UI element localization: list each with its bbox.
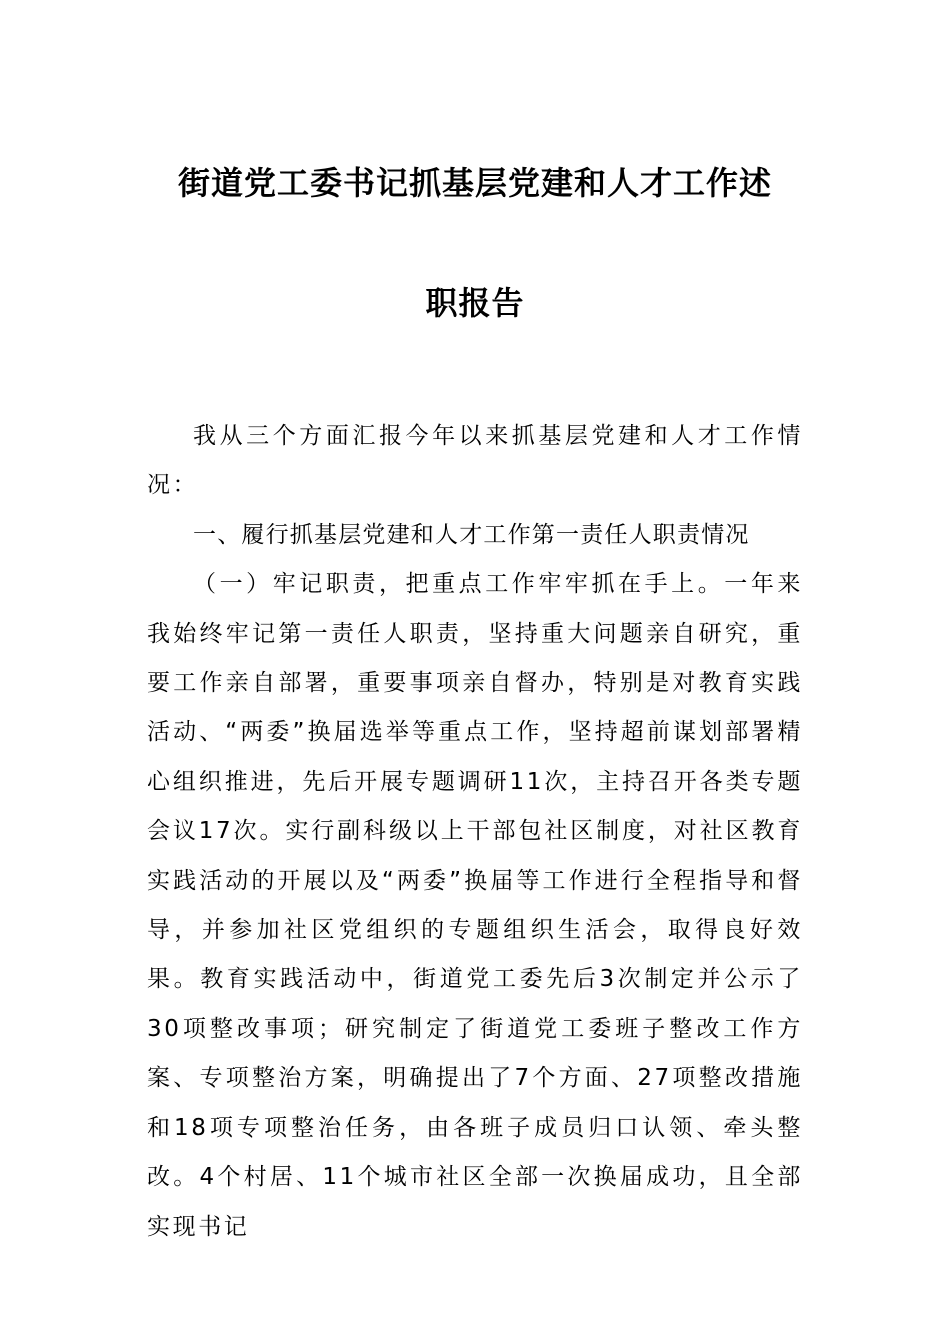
body-paragraph: （一）牢记职责，把重点工作牢牢抓在手上。一年来我始终牢记第一责任人职责，坚持重大问题亲自研究，重要工作亲自部署，重要事项亲自督办，特别是对教育实践活动、“两委”换届选举等重点工作，坚持超前谋划部署精心组织推进，先后开展专题调研11次，主持召开各类专题会议17次。实行副科级以上干部包社区制度，对社区教育实践活动的开展以及“两委”换届等工作进行全程指导和督导，并参加社区党组织的专题组织生活会，取得良好效果。教育实践活动中，街道党工委先后3次制定并公示了30项整改事项；研究制定了街道党工委班子整改工作方案、专项整治方案，明确提出了7个方面、27项整改措施和18项专项整治任务，由各班子成员归口认领、牵头整改。4个村居、11个城市社区全部一次换届成功，且全部实现书记 bbox=[147, 571, 803, 1240]
document-title-line-2: 职报告 bbox=[425, 284, 525, 322]
document-body bbox=[147, 412, 803, 1252]
document-title-line-1: 街道党工委书记抓基层党建和人才工作述 bbox=[177, 164, 772, 202]
section-heading: 一、履行抓基层党建和人才工作第一责任人职责情况 bbox=[193, 521, 750, 548]
intro-paragraph: 我从三个方面汇报今年以来抓基层党建和人才工作情况： bbox=[147, 423, 803, 499]
